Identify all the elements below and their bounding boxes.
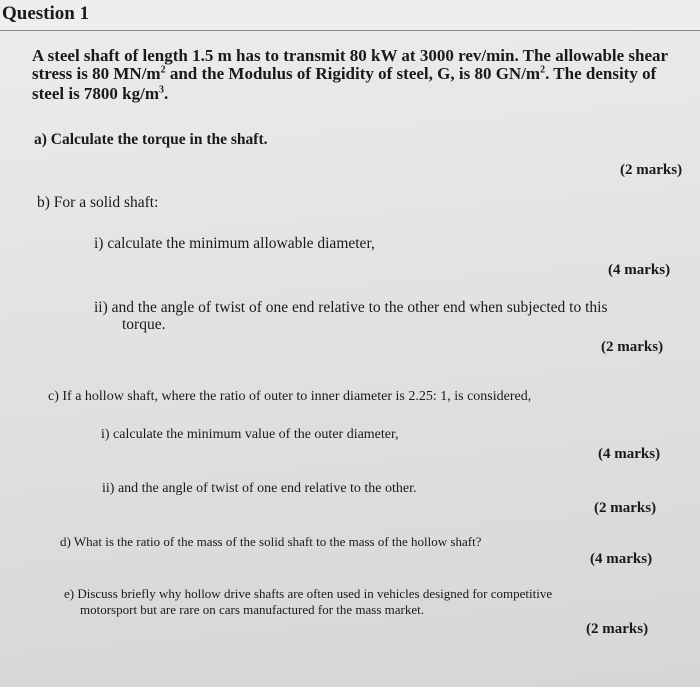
- part-b-ii-marks: (2 marks): [601, 339, 664, 355]
- part-c-heading: c) If a hollow shaft, where the ratio of outer to inner diameter is 2.25: 1, is considered,: [48, 389, 532, 404]
- intro-line-2: stress is 80 $MN/m^2$ and the Modulus of Rigidity of steel, G, is 80 $GN/m^2$. The density of: [32, 64, 657, 83]
- part-a-marks: (2 marks): [620, 162, 683, 178]
- part-e-marks: (2 marks): [586, 621, 649, 637]
- question-title: Question 1: [2, 3, 90, 24]
- part-a-text: a) Calculate the torque in the shaft.: [34, 131, 268, 148]
- question-header: [0, 0, 700, 31]
- part-c-i-marks: (4 marks): [598, 446, 661, 462]
- part-c-ii-marks: (2 marks): [594, 500, 657, 516]
- part-b-heading: b) For a solid shaft:: [37, 194, 159, 211]
- part-e-line-2: motorsport but are rare on cars manufactured for the mass market.: [80, 602, 425, 617]
- part-d-text: d) What is the ratio of the mass of the solid shaft to the mass of the hollow shaft?: [60, 534, 482, 549]
- part-c-ii-text: ii) and the angle of twist of one end relative to the other.: [102, 481, 417, 496]
- part-b-ii-line-1: ii) and the angle of twist of one end relative to the other end when subjected to this: [94, 299, 608, 316]
- intro-line-1: A steel shaft of length 1.5 m has to transmit 80 kW at 3000 rev/min. The allowable shear: [32, 46, 669, 65]
- intro-line-3: steel is 7800 $kg/m^3$.: [32, 84, 169, 103]
- part-b-ii-line-2: torque.: [122, 316, 166, 333]
- part-c-i-text: i) calculate the minimum value of the outer diameter,: [101, 427, 399, 442]
- part-e-line-1: e) Discuss briefly why hollow drive shafts are often used in vehicles designed for competitive: [64, 586, 553, 601]
- part-d-marks: (4 marks): [590, 551, 653, 567]
- part-b-i-text: i) calculate the minimum allowable diameter,: [94, 235, 375, 252]
- part-b-i-marks: (4 marks): [608, 262, 671, 278]
